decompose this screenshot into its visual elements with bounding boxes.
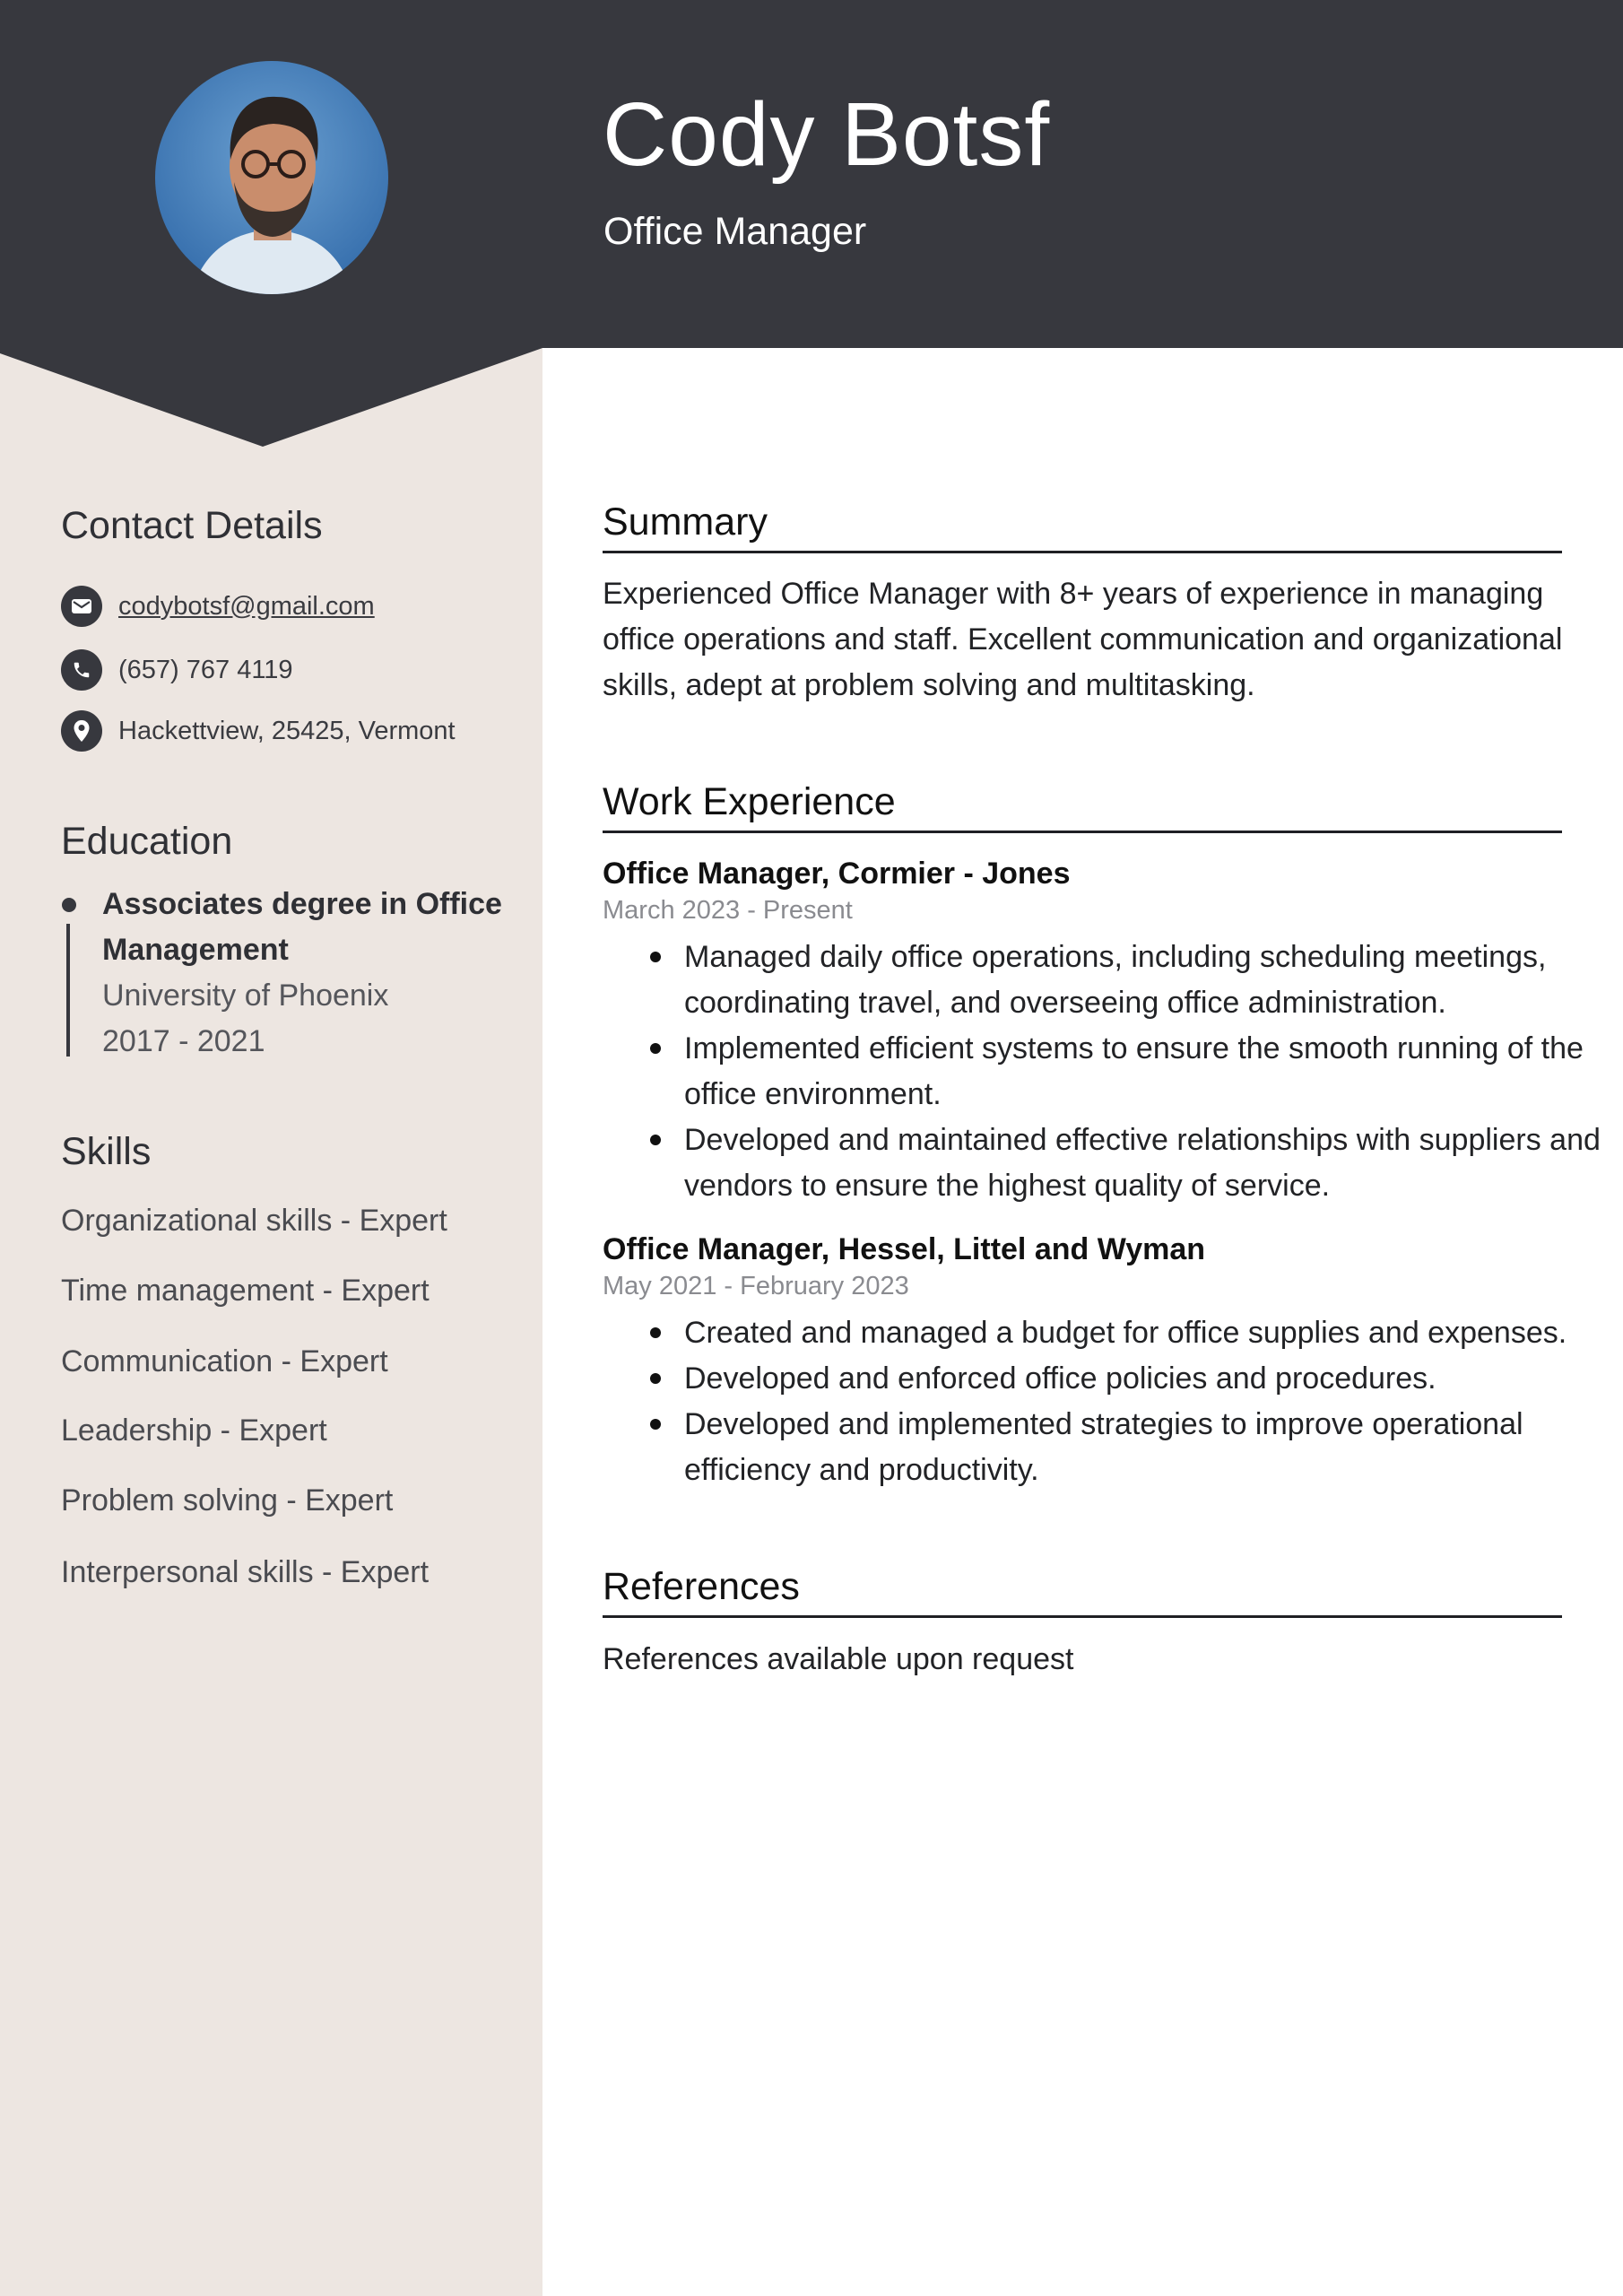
job-bullet: Developed and implemented strategies to improve operational efficiency and productivity. [684,1402,1623,1493]
header-chevron [0,346,542,448]
job-title: Office Manager, Cormier - Jones [603,857,1071,891]
email-link[interactable]: codybotsf@gmail.com [118,591,375,621]
skill-item: Organizational skills - Expert [61,1204,447,1238]
education-timeline-dot [62,898,76,912]
envelope-icon [61,586,102,627]
skill-item: Problem solving - Expert [61,1483,394,1518]
skill-item: Leadership - Expert [61,1413,327,1448]
location-pin-icon [61,710,102,752]
summary-heading: Summary [603,497,1562,553]
contact-phone-row [61,649,293,691]
summary-text: Experienced Office Manager with 8+ years of experience in managing office operations and staff. Excellent communication and organizational skills, adept at problem solving and multitasking. [603,577,1563,702]
profile-photo [155,61,388,294]
phone-number: (657) 767 4119 [118,655,293,684]
education-school: University of Phoenix [102,978,389,1013]
references-heading: References [603,1561,1562,1618]
education-years: 2017 - 2021 [102,1024,265,1058]
skill-item: Interpersonal skills - Expert [61,1555,430,1589]
job-bullet: Developed and enforced office policies and procedures. [684,1356,1623,1402]
education-heading: Education [61,820,233,863]
job-bullet: Managed daily office operations, including scheduling meetings, coordinating travel, and overseeing office administration. [684,935,1623,1026]
job-title: Office Manager, Hessel, Littel and Wyman [603,1232,1206,1266]
contact-address-row [61,710,456,752]
education-item [102,882,515,1065]
job-bullet: Implemented efficient systems to ensure the smooth running of the office environment. [684,1026,1623,1118]
references-text: References available upon request [603,1642,1074,1676]
sidebar [0,348,542,2296]
skill-item: Communication - Expert [61,1344,388,1378]
job-bullet: Created and managed a budget for office supplies and expenses. [684,1310,1623,1356]
skill-item: Time management - Expert [61,1274,430,1308]
candidate-name: Cody Botsf [603,84,1051,185]
job-bullets [603,935,1623,1209]
education-timeline-line [66,924,70,1057]
contact-heading: Contact Details [61,504,323,547]
phone-icon [61,649,102,691]
job-dates: March 2023 - Present [603,896,853,925]
job-bullets [603,1310,1623,1493]
experience-heading: Work Experience [603,777,1562,833]
job-bullet: Developed and maintained effective relationships with suppliers and vendors to ensure the highest quality of service. [684,1118,1623,1209]
education-degree: Associates degree in Office Management [102,887,502,967]
skills-heading: Skills [61,1130,152,1173]
contact-email-row [61,586,375,627]
candidate-title: Office Manager [603,210,867,253]
address: Hackettview, 25425, Vermont [118,716,456,745]
job-dates: May 2021 - February 2023 [603,1272,909,1300]
